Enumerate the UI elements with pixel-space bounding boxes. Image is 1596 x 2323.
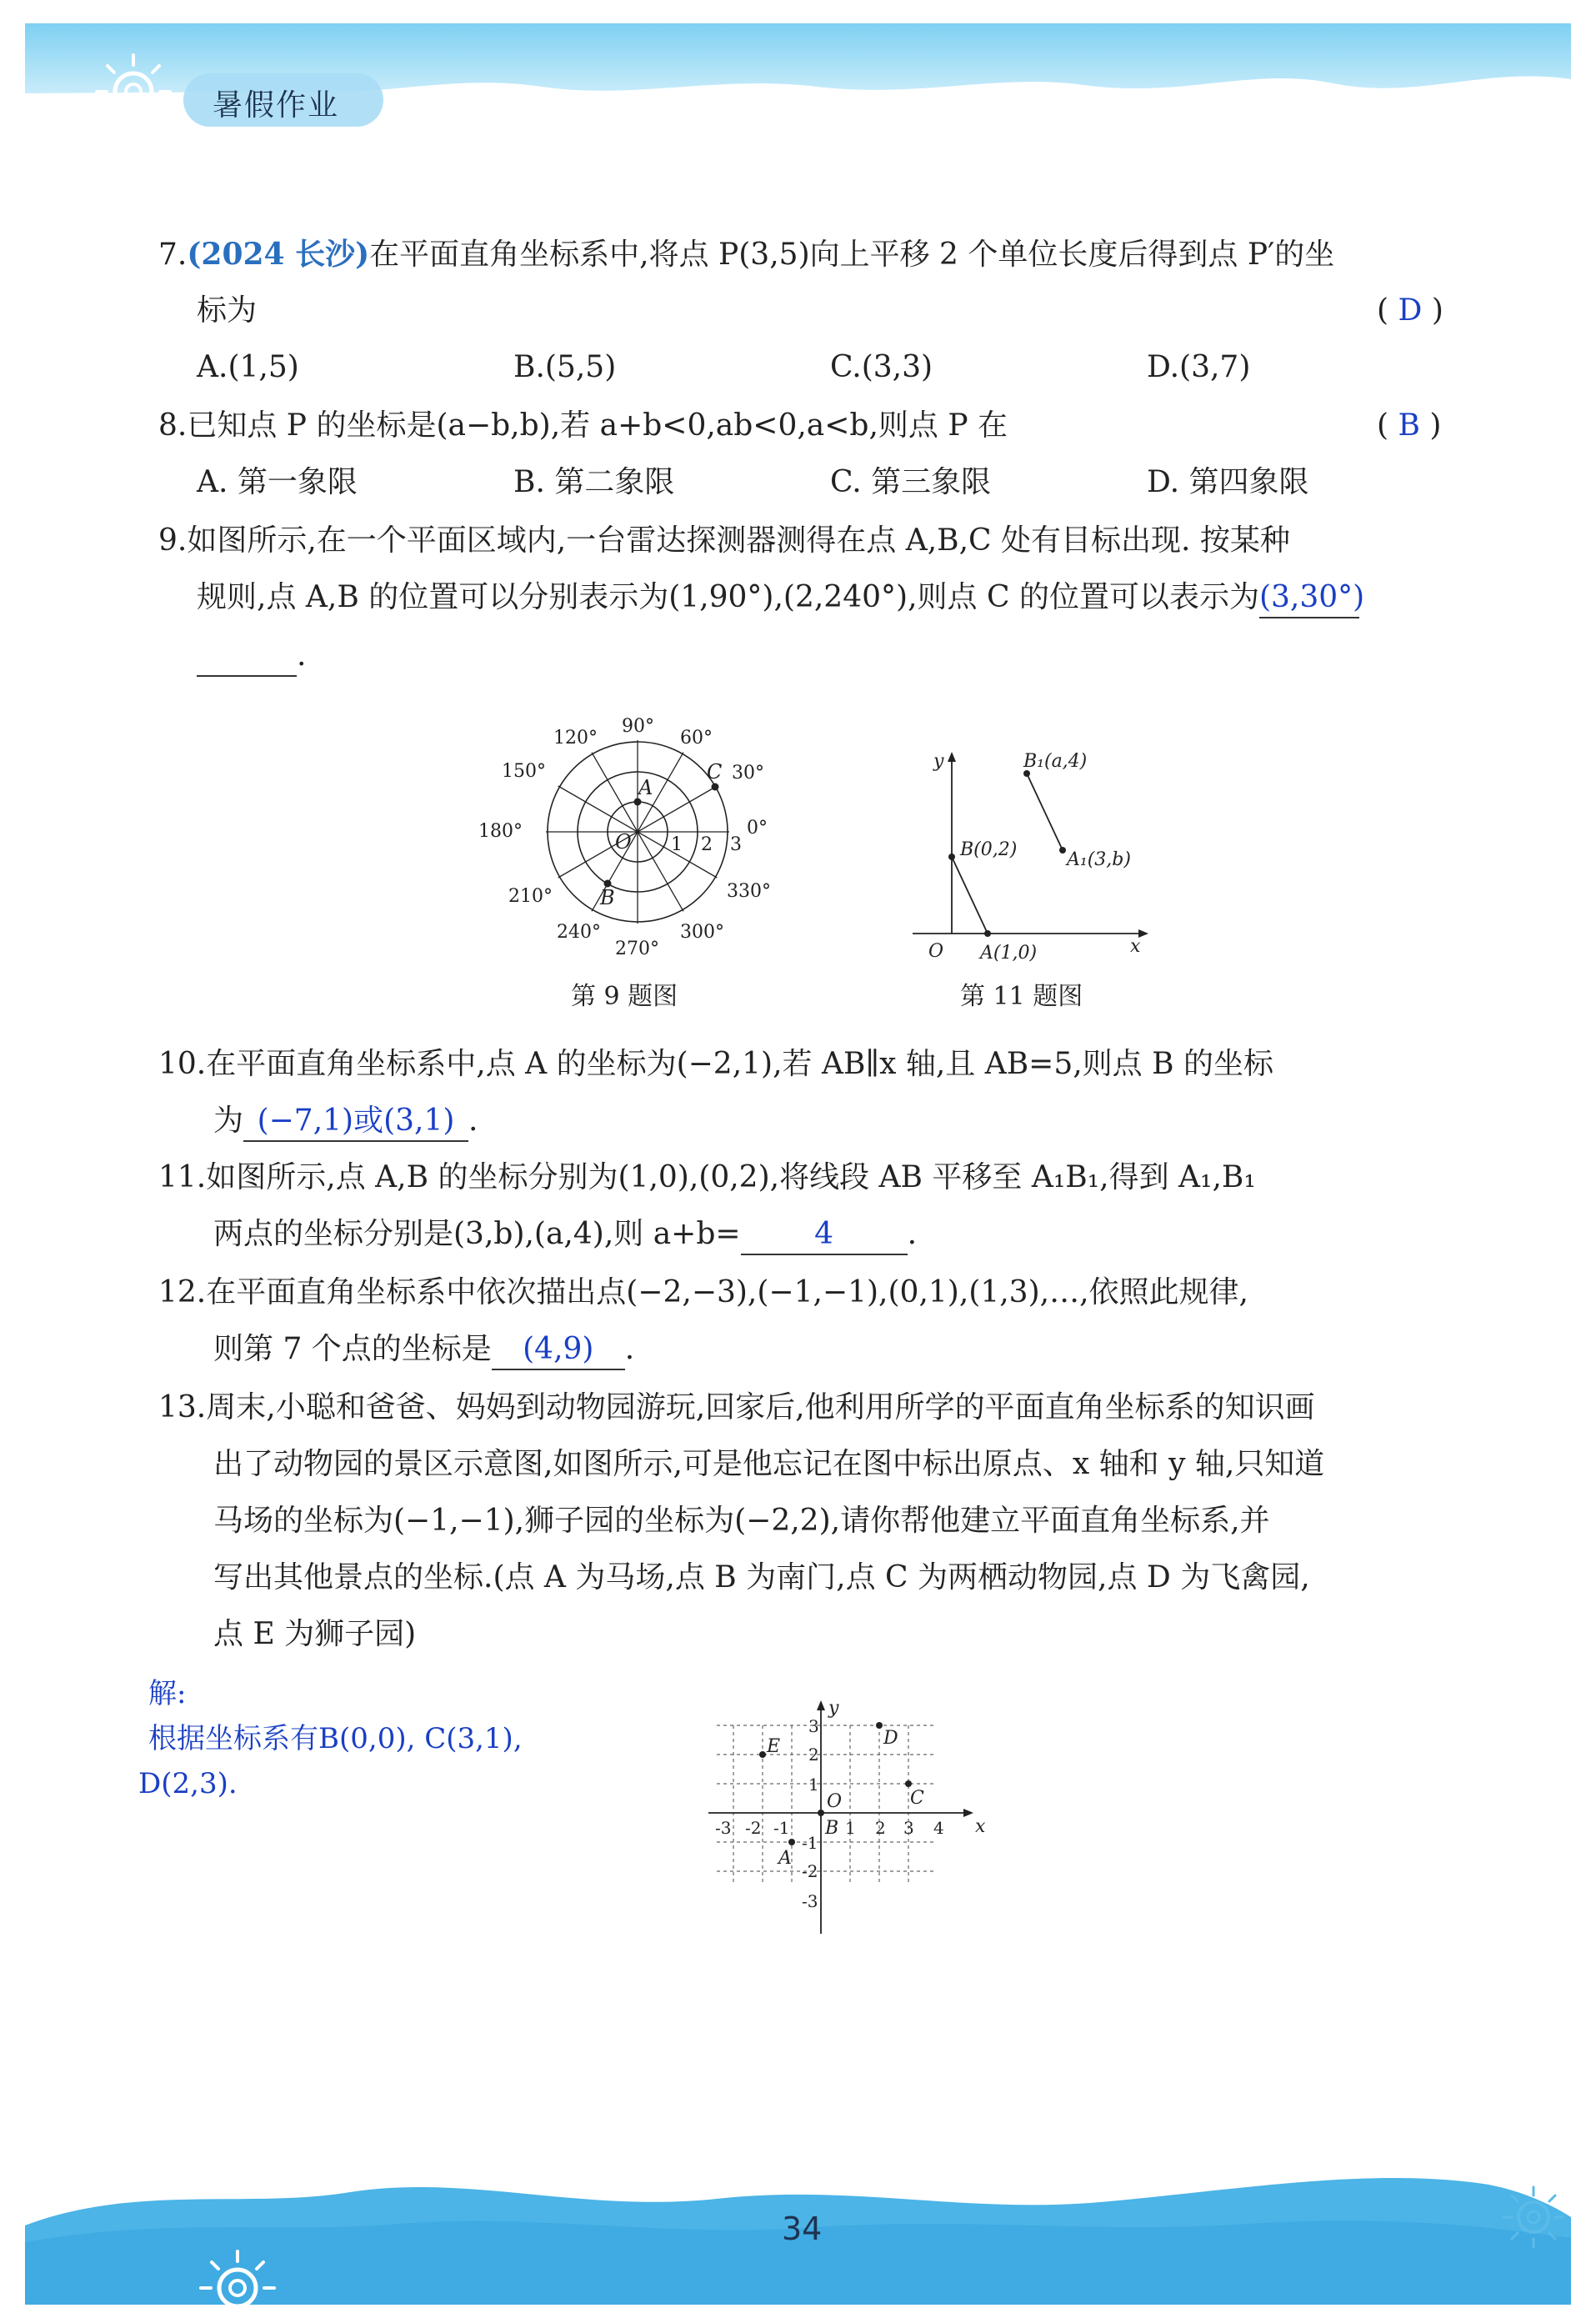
- question-7-line2: 标为: [197, 293, 258, 328]
- figure-13-zoo-grid: [692, 1692, 1008, 1942]
- axis-x-label: x: [975, 1816, 986, 1837]
- question-number: 8.: [158, 408, 188, 443]
- x-tick: -2: [745, 1818, 762, 1838]
- header-title: 暑假作业: [213, 88, 340, 123]
- page-number: 34: [782, 2210, 823, 2247]
- question-number: 10.: [158, 1047, 207, 1081]
- angle-60: 60°: [680, 728, 713, 748]
- point-a: [788, 1839, 795, 1845]
- question-number: 12.: [158, 1275, 207, 1309]
- question-text: 在平面直角坐标系中,点 A 的坐标为(−2,1),若 AB∥x 轴,且 AB=5,则点 B 的坐标: [206, 1047, 1274, 1081]
- angle-90: 90°: [622, 716, 654, 737]
- angle-270: 270°: [615, 939, 659, 959]
- label-c: C: [707, 760, 723, 784]
- solution-line-2: D(2,3).: [138, 1767, 238, 1800]
- question-number: 9.: [158, 523, 188, 558]
- question-text: 周末,小聪和爸爸、妈妈到动物园游玩,回家后,他利用所学的平面直角坐标系的知识画: [206, 1390, 1315, 1424]
- angle-0: 0°: [747, 818, 768, 839]
- question-source: (2024 长沙): [187, 237, 370, 272]
- solution-label: 解:: [148, 1677, 187, 1710]
- angle-240: 240°: [557, 922, 601, 943]
- axis-y-label: y: [933, 751, 944, 772]
- angle-330: 330°: [727, 881, 771, 902]
- option-d: D. 第四象限: [1147, 465, 1309, 499]
- answer: (3,30°): [1259, 578, 1359, 618]
- question-number: 7.: [158, 238, 188, 272]
- y-tick: -3: [802, 1891, 818, 1911]
- question-9-line2: 规则,点 A,B 的位置可以分别表示为(1,90°),(2,240°),则点 C 的位置可以表示为(3,30°): [197, 578, 1359, 618]
- option-c: C.(3,3): [830, 350, 933, 384]
- x-tick: 3: [903, 1818, 914, 1838]
- x-tick: 1: [845, 1818, 856, 1838]
- x-tick: -1: [773, 1818, 790, 1838]
- question-9: [158, 522, 1290, 560]
- point-e: [759, 1751, 766, 1758]
- label-o: O: [827, 1791, 843, 1812]
- question-9-line3: .: [197, 637, 306, 677]
- option-d: D.(3,7): [1147, 350, 1251, 384]
- y-tick: -2: [802, 1861, 818, 1881]
- question-text: 已知点 P 的坐标是(a−b,b),若 a+b<0,ab<0,a<b,则点 P 在: [187, 408, 1008, 443]
- figure-11-coordinate: [900, 742, 1167, 975]
- answer: D: [1398, 293, 1423, 328]
- origin-label: O: [928, 941, 944, 962]
- question-7: [158, 235, 1334, 274]
- answer: 4: [741, 1215, 908, 1255]
- question-13-line5: 点 E 为狮子园): [213, 1617, 417, 1651]
- label-a: A(1,0): [980, 943, 1038, 964]
- answer: B: [1398, 408, 1420, 443]
- question-text: 在平面直角坐标系中依次描出点(−2,−3),(−1,−1),(0,1),(1,3),…,依照此规律,: [206, 1275, 1248, 1309]
- option-a: A. 第一象限: [197, 465, 358, 499]
- axis-y-label: y: [828, 1698, 839, 1719]
- question-text: 如图所示,在一个平面区域内,一台雷达探测器测得在点 A,B,C 处有目标出现. 按某种: [187, 523, 1290, 558]
- question-11: [158, 1159, 1256, 1197]
- option-b: B. 第二象限: [513, 465, 675, 499]
- question-8: [158, 407, 1008, 445]
- x-tick: 4: [933, 1818, 944, 1838]
- ring-label-3: 3: [730, 834, 742, 855]
- figure-9-radar: [467, 683, 817, 975]
- point-d: [876, 1722, 883, 1729]
- label-e: E: [767, 1736, 781, 1757]
- option-b: B.(5,5): [513, 350, 617, 384]
- label-a: A: [638, 776, 653, 799]
- question-number: 13.: [158, 1390, 207, 1424]
- x-tick: 2: [875, 1818, 886, 1838]
- point-c: [712, 784, 719, 791]
- label-b1: B₁(a,4): [1023, 751, 1088, 772]
- question-12-line2: 则第 7 个点的坐标是 (4,9) .: [213, 1330, 634, 1370]
- solution-line-1: 根据坐标系有B(0,0), C(3,1),: [148, 1722, 523, 1755]
- angle-150: 150°: [502, 761, 546, 782]
- question-text: 在平面直角坐标系中,将点 P(3,5)向上平移 2 个单位长度后得到点 P′的坐: [369, 238, 1335, 272]
- question-13-line2: 出了动物园的景区示意图,如图所示,可是他忘记在图中标出原点、x 轴和 y 轴,只知道: [213, 1447, 1325, 1481]
- y-tick: 3: [808, 1716, 819, 1736]
- label-c: C: [910, 1788, 924, 1809]
- ring-label-1: 1: [671, 834, 683, 855]
- ring-label-2: 2: [701, 834, 713, 855]
- point-b: [818, 1810, 824, 1816]
- angle-300: 300°: [680, 922, 724, 943]
- question-13-line3: 马场的坐标为(−1,−1),狮子园的坐标为(−2,2),请你帮他建立平面直角坐标系,并: [213, 1504, 1270, 1538]
- option-c: C. 第三象限: [830, 465, 992, 499]
- label-b: B: [825, 1818, 839, 1839]
- label-a: A: [778, 1848, 792, 1869]
- question-number: 11.: [158, 1160, 207, 1194]
- label-b: B(0,2): [960, 839, 1018, 860]
- label-o: O: [615, 830, 632, 854]
- angle-30: 30°: [732, 763, 764, 784]
- header-band: [0, 0, 1596, 158]
- label-b: B: [600, 886, 615, 909]
- answer-bracket: ( D ): [1377, 293, 1443, 328]
- figure-11-caption: 第 11 题图: [960, 982, 1083, 1011]
- axis-x-label: x: [1130, 936, 1141, 957]
- x-tick: -3: [715, 1818, 732, 1838]
- figure-9-caption: 第 9 题图: [571, 982, 678, 1011]
- answer-bracket: ( B ): [1377, 408, 1442, 443]
- y-tick: 2: [808, 1745, 819, 1765]
- answer: (−7,1)或(3,1): [243, 1102, 468, 1142]
- label-d: D: [883, 1728, 898, 1749]
- question-10-line2: 为 (−7,1)或(3,1) .: [213, 1102, 478, 1142]
- question-10: [158, 1045, 1273, 1084]
- angle-210: 210°: [508, 886, 553, 907]
- question-13-line4: 写出其他景点的坐标.(点 A 为马场,点 B 为南门,点 C 为两栖动物园,点 D 为飞禽园,: [213, 1560, 1310, 1595]
- question-text: 如图所示,点 A,B 的坐标分别为(1,0),(0,2),将线段 AB 平移至 A₁B₁,得到 A₁,B₁: [206, 1160, 1256, 1194]
- angle-120: 120°: [553, 728, 598, 748]
- y-tick: -1: [802, 1833, 818, 1853]
- label-a1: A₁(3,b): [1067, 849, 1131, 870]
- y-tick: 1: [808, 1775, 819, 1795]
- angle-180: 180°: [478, 821, 523, 842]
- question-13: [158, 1389, 1315, 1427]
- option-a: A.(1,5): [197, 350, 299, 384]
- answer: (4,9): [492, 1330, 625, 1370]
- question-11-line2: 两点的坐标分别是(3,b),(a,4),则 a+b= 4 .: [213, 1215, 917, 1255]
- question-12: [158, 1274, 1248, 1312]
- point-c: [905, 1780, 912, 1787]
